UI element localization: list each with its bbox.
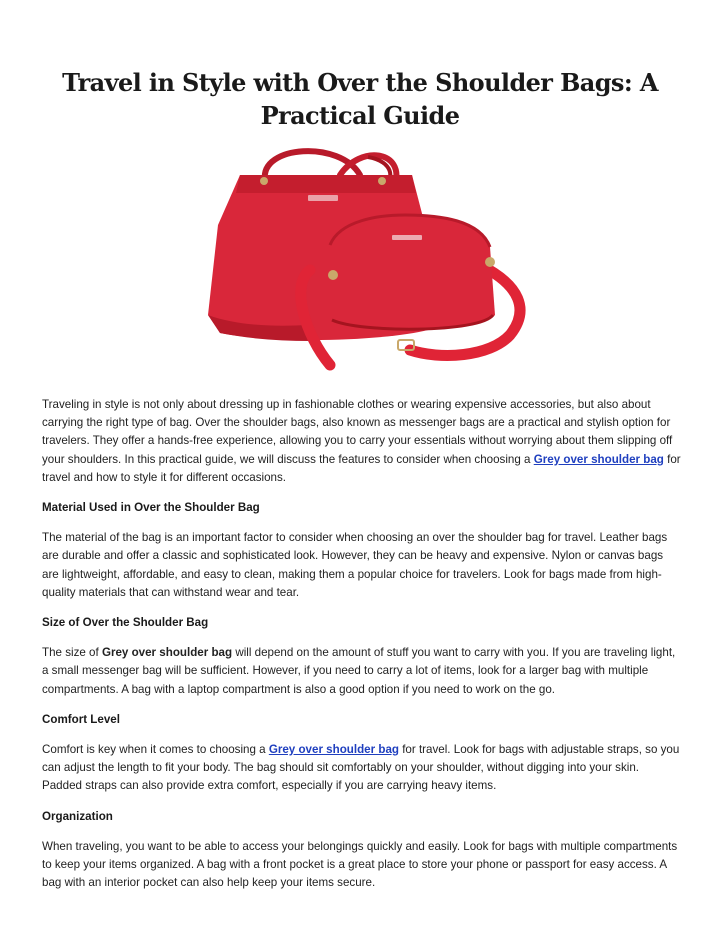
- organization-paragraph: When traveling, you want to be able to access your belongings quickly and easily. Look for bags with multiple compartments to keep your items organized. A bag with a front pocket is a great place to store your phone or passport for easy access. A bag with an interior pocket can also help keep your items secure.: [42, 839, 678, 890]
- comfort-heading: Comfort Level: [42, 712, 120, 726]
- comfort-grey-bag-link[interactable]: Grey over shoulder bag: [268, 743, 399, 757]
- intro-text-end: for travel and how to style it for different occasions.: [42, 452, 681, 484]
- article-body: [42, 396, 682, 904]
- comfort-text-end: for travel. Look for bags with adjustable straps, so you can adjust the length to fit your body. The bag should sit comfortably on your shoulder, without digging into your skin. Padded straps can also provide extra comfort, especially if you are carrying heavy items.: [42, 743, 680, 793]
- size-paragraph: [42, 644, 682, 699]
- page-title: Travel in Style with Over the Shoulder Bags: A Practical Guide: [62, 68, 658, 131]
- comfort-text: Comfort is key when it comes to choosing a: [42, 743, 269, 757]
- grey-over-shoulder-bag-link[interactable]: Grey over shoulder bag: [533, 452, 664, 466]
- comfort-paragraph: [42, 741, 682, 796]
- organization-heading: Organization: [42, 809, 113, 823]
- bag-image: [190, 135, 530, 375]
- material-heading: Material Used in Over the Shoulder Bag: [42, 501, 260, 515]
- intro-paragraph: [42, 396, 682, 487]
- size-heading: Size of Over the Shoulder Bag: [42, 616, 209, 630]
- size-bold-term: Grey over shoulder bag: [101, 646, 233, 660]
- size-text-end: will depend on the amount of stuff you want to carry with you. If you are traveling light, a small messenger bag will be sufficient. However, if you need to carry a lot of items, look for a larger bag with multiple compartments. A bag with a laptop compartment is also a good option if you need to work on the go.: [42, 646, 676, 696]
- material-paragraph: The material of the bag is an important factor to consider when choosing an over the shoulder bag for travel. Leather bags are durable and offer a classic and sophisticated look. However, they can be heavy and expensive. Nylon or canvas bags are lightweight, affordable, and easy to clean, making them a popular choice for travelers. Look for bags made from high-quality materials that can withstand wear and tear.: [42, 531, 668, 599]
- intro-text: Traveling in style is not only about dressing up in fashionable clothes or wearing expensive accessories, but also about carrying the right type of bag. Over the shoulder bags, also known as messenger bags are a practical and stylish option for travelers. They offer a hands-free experience, allowing you to carry your essentials without worrying about them slipping off your shoulders. In this practical guide, we will discuss the features to consider when choosing a: [42, 398, 673, 466]
- size-text: The size of: [42, 646, 102, 660]
